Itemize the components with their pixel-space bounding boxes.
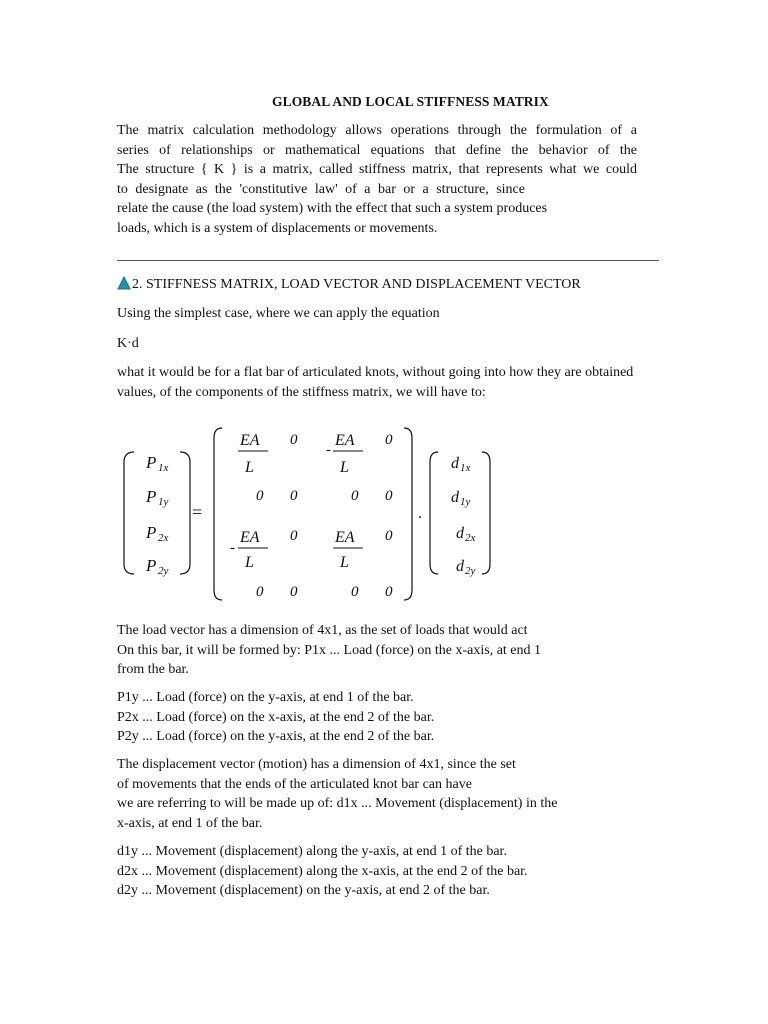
disp-vector-entry (456, 558, 476, 577)
flat-bar-paragraph (117, 363, 657, 402)
matrix-right-paren (404, 428, 412, 600)
intro-line: The matrix calculation methodology allows operations through the formulation of a (117, 123, 637, 138)
intro-line: series of relationships or mathematical equations that define the behavior of the (117, 142, 637, 158)
matrix-minus: - (326, 442, 331, 458)
matrix-ea: EA (240, 432, 260, 449)
svg-text:d: d (456, 525, 464, 542)
intro-line: loads, which is a system of displacements or movements. (117, 220, 438, 236)
equation-kd: K·d (117, 336, 139, 351)
intro-line: to designate as the 'constitutive law' of a bar or a structure, since (117, 181, 525, 197)
load-vector-entry (145, 487, 169, 508)
disp-list (117, 842, 637, 901)
matrix-l: L (340, 459, 349, 476)
disp-vector-right-paren (482, 452, 490, 574)
list-item: P2y ... Load (force) on the y-axis, at the end 2 of the bar. (117, 729, 435, 744)
disp-vector-line: The displacement vector (motion) has a dimension of 4x1, since the set (117, 757, 516, 772)
load-vector-entry (145, 556, 169, 577)
svg-text:d: d (456, 558, 464, 575)
svg-text:d: d (451, 489, 459, 506)
simplest-case-text: Using the simplest case, where we can apply the equation (117, 306, 440, 321)
disp-vector-line: we are referring to will be made up of: d1x ... Movement (displacement) in the (117, 796, 558, 811)
intro-paragraph (117, 121, 637, 238)
svg-text:P: P (146, 487, 157, 506)
load-vector-right-paren (180, 452, 190, 574)
disp-vector-line: x-axis, at end 1 of the bar. (117, 815, 263, 831)
matrix-zero: 0 (290, 584, 298, 600)
matrix-ea: EA (240, 529, 260, 546)
matrix-l: L (245, 554, 254, 571)
matrix-zero: 0 (290, 528, 298, 544)
flat-bar-line: what it would be for a flat bar of articulated knots, without going into how they are obtained (117, 365, 634, 380)
multiplication-dot: . (418, 505, 422, 522)
horizontal-divider (117, 260, 659, 261)
equals-sign: = (192, 502, 203, 522)
matrix-zero: 0 (290, 432, 298, 448)
matrix-zero: 0 (385, 528, 393, 544)
triangle-up-icon[interactable] (117, 276, 131, 295)
load-vector-entry (145, 453, 169, 474)
disp-vector-entry (451, 489, 471, 508)
matrix-zero: 0 (385, 432, 393, 448)
svg-text:1x: 1x (460, 462, 471, 474)
disp-vector-paragraph (117, 755, 637, 833)
load-vector-line: On this bar, it will be formed by: P1x ... Load (force) on the x-axis, at end 1 (117, 642, 542, 658)
list-item: P2x ... Load (force) on the x-axis, at the end 2 of the bar. (117, 709, 435, 725)
svg-text:d: d (451, 455, 459, 472)
stiffness-matrix-equation (118, 420, 498, 610)
load-list (117, 688, 637, 747)
svg-text:1x: 1x (158, 462, 169, 474)
matrix-l: L (245, 459, 254, 476)
svg-text:P: P (146, 556, 157, 575)
matrix-zero: 0 (351, 488, 359, 504)
svg-text:2y: 2y (465, 565, 476, 577)
load-vector-entry (145, 523, 169, 544)
matrix-ea: EA (335, 529, 355, 546)
svg-text:P: P (146, 453, 157, 472)
matrix-zero: 0 (256, 584, 264, 600)
list-item: d2y ... Movement (displacement) on the y-axis, at end 2 of the bar. (117, 883, 490, 898)
intro-line: relate the cause (the load system) with the effect that such a system produces (117, 201, 548, 216)
list-item: d1y ... Movement (displacement) along the y-axis, at end 1 of the bar. (117, 844, 507, 859)
matrix-l: L (340, 554, 349, 571)
load-vector-paragraph (117, 621, 637, 680)
matrix-zero: 0 (351, 584, 359, 600)
section-heading (117, 276, 581, 295)
svg-text:2y: 2y (158, 565, 169, 577)
matrix-ea: EA (335, 432, 355, 449)
disp-vector-entry (451, 455, 471, 474)
matrix-zero: 0 (256, 488, 264, 504)
matrix-minus: - (230, 540, 235, 556)
matrix-zero: 0 (290, 488, 298, 504)
load-vector-line: from the bar. (117, 662, 189, 677)
list-item: d2x ... Movement (displacement) along the x-axis, at the end 2 of the bar. (117, 863, 528, 879)
disp-vector-line: of movements that the ends of the articulated knot bar can have (117, 776, 472, 792)
svg-text:2x: 2x (158, 532, 169, 544)
disp-vector-left-paren (430, 452, 438, 574)
list-item: P1y ... Load (force) on the y-axis, at end 1 of the bar. (117, 690, 414, 705)
intro-line: The structure { K } is a matrix, called stiffness matrix, that represents what we could (117, 162, 637, 177)
disp-vector-entry (456, 525, 476, 544)
svg-text:P: P (146, 523, 157, 542)
flat-bar-line: values, of the components of the stiffness matrix, we will have to: (117, 384, 486, 400)
page-title: GLOBAL AND LOCAL STIFFNESS MATRIX (272, 94, 549, 109)
section-heading-text: 2. STIFFNESS MATRIX, LOAD VECTOR AND DISPLACEMENT VECTOR (132, 277, 581, 292)
svg-text:1y: 1y (158, 496, 169, 508)
matrix-left-paren (214, 428, 222, 600)
svg-text:1y: 1y (460, 496, 471, 508)
matrix-zero: 0 (385, 488, 393, 504)
svg-text:2x: 2x (465, 532, 476, 544)
matrix-zero: 0 (385, 584, 393, 600)
load-vector-left-paren (124, 452, 134, 574)
load-vector-line: The load vector has a dimension of 4x1, as the set of loads that would act (117, 623, 528, 638)
